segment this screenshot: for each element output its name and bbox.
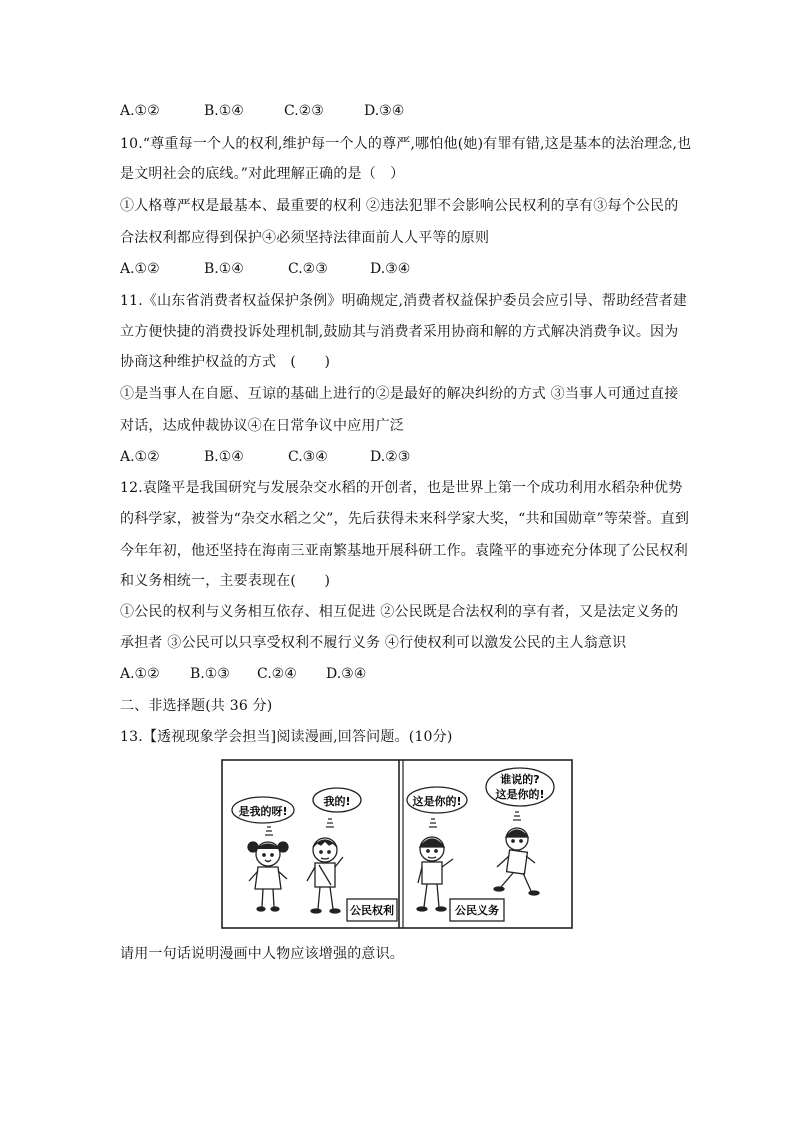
q9-option-d: D.③④ [364, 103, 405, 119]
q12-options [120, 664, 366, 684]
q11-choices-line1: ①是当事人在自愿、互谅的基础上进行的②是最好的解决纠纷的方式 ③当事人可通过直接 [120, 386, 679, 402]
label-citizen-rights [347, 899, 397, 921]
q10-choices-line2: 合法权利都应得到保护④必须坚持法律面前人人平等的原则 [120, 230, 490, 246]
q11-option-c: C.③④ [288, 449, 328, 465]
q12-stem-line1: 12.袁隆平是我国研究与发展杂交水稻的开创者，也是世界上第一个成功利用水稻杂种优势 [120, 480, 683, 496]
q9-option-a: A.①② [120, 103, 160, 119]
q10-stem-line1: 10.“尊重每一个人的权利,维护每一个人的尊严,哪怕他(她)有罪有错,这是基本的法治理念,也 [120, 136, 692, 152]
q12-choices-line2: 承担者 ③公民可以只享受权利不履行义务 ④行使权利可以激发公民的主人翁意识 [120, 635, 627, 651]
q11-stem-line2: 立方便快捷的消费投诉处理机制,鼓励其与消费者采用协商和解的方式解决消费争议。因为 [120, 324, 679, 340]
q9-options [120, 101, 404, 121]
q11-option-d: D.②③ [370, 449, 411, 465]
section2-title: 二、非选择题(共 36 分) [120, 698, 273, 714]
comic-svg [221, 759, 573, 929]
q10-options [120, 259, 410, 279]
q12-option-a: A.①② [120, 666, 160, 682]
right-bubble-text-1: 谁说的? [500, 773, 540, 786]
q9-option-b: B.①④ [204, 103, 244, 119]
q10-option-b: B.①④ [204, 261, 244, 277]
boy-bubble-text: 我的! [323, 795, 351, 808]
q12-option-c: C.②④ [257, 666, 297, 682]
q12-option-b: B.①③ [190, 666, 230, 682]
q11-option-a: A.①② [120, 449, 160, 465]
comic-illustration [221, 759, 573, 929]
q11-options [120, 447, 410, 467]
q10-choices-line1: ①人格尊严权是最基本、最重要的权利 ②违法犯罪不会影响公民权利的享有③每个公民的 [120, 198, 679, 214]
q12-option-d: D.③④ [326, 666, 367, 682]
q10-option-d: D.③④ [370, 261, 411, 277]
q11-option-b: B.①④ [204, 449, 244, 465]
q12-choices-line1: ①公民的权利与义务相互依存、相互促进 ②公民既是合法权利的享有者，又是法定义务的 [120, 604, 679, 620]
label-citizen-obligations [450, 899, 504, 921]
q11-choices-line2: 对话，达成仲裁协议④在日常争议中应用广泛 [120, 418, 404, 434]
q12-stem-line2: 的科学家，被誉为“杂交水稻之父”，先后获得未来科学家大奖，“共和国勋章”等荣誉。直到 [120, 511, 690, 527]
q10-stem-line2: 是文明社会的底线。”对此理解正确的是（ ） [120, 166, 405, 182]
q13-question: 请用一句话说明漫画中人物应该增强的意识。 [120, 946, 404, 962]
q10-option-a: A.①② [120, 261, 160, 277]
label-obligations-text: 公民义务 [455, 904, 499, 917]
girl-bubble-text: 是我的呀! [238, 805, 288, 818]
right-bubble-text-2: 这是你的! [495, 788, 545, 801]
q10-option-c: C.②③ [288, 261, 328, 277]
label-rights-text: 公民权利 [350, 904, 394, 917]
q11-stem-line1: 11.《山东省消费者权益保护条例》明确规定,消费者权益保护委员会应引导、帮助经营者建 [120, 293, 688, 309]
q12-stem-line3: 今年年初，他还坚持在海南三亚南繁基地开展科研工作。袁隆平的事迹充分体现了公民权利 [120, 543, 688, 559]
left-bubble-text: 这是你的! [412, 795, 462, 808]
q13-stem: 13.【透视现象学会担当]阅读漫画,回答问题。(10分) [120, 729, 453, 745]
q11-stem-line3: 协商这种维护权益的方式 ( ) [120, 354, 331, 370]
q9-option-c: C.②③ [284, 103, 324, 119]
q12-stem-line4: 和义务相统一，主要表现在( ) [120, 573, 331, 589]
